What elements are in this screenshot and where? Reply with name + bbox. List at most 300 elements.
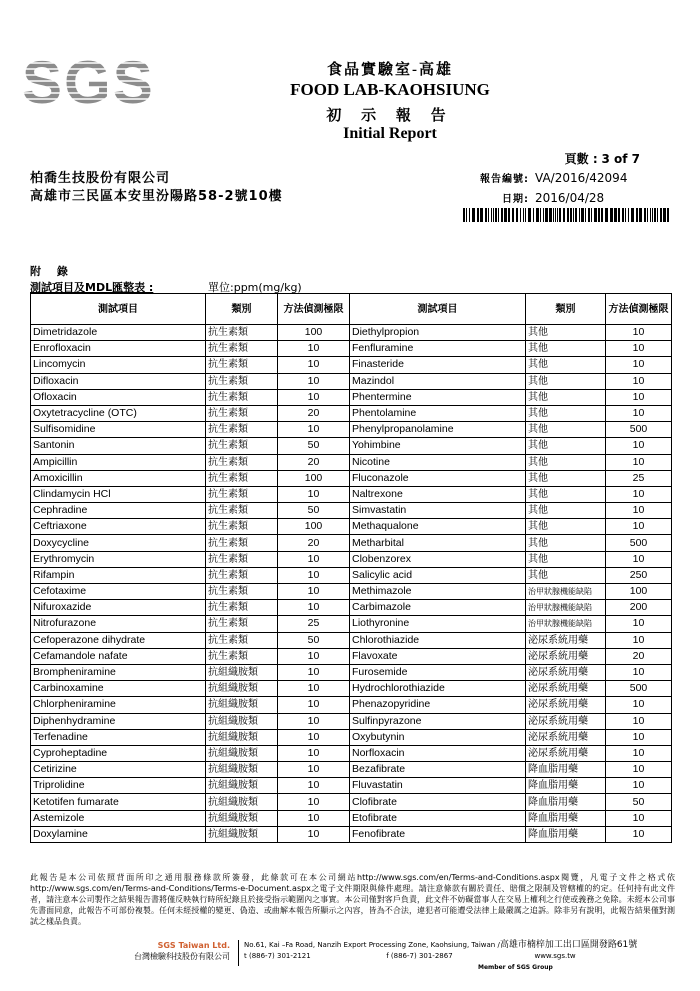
cell-category-2: 泌尿系統用藥 [526, 664, 606, 680]
cell-test-item: Erythromycin [31, 551, 206, 567]
cell-category: 抗生素類 [206, 422, 278, 438]
cell-test-item-2: Carbimazole [350, 600, 526, 616]
table-row [31, 584, 672, 600]
barcode-bar [555, 208, 556, 222]
cell-test-item: Terfenadine [31, 729, 206, 745]
cell-test-item-2: Clofibrate [350, 794, 526, 810]
table-row [31, 341, 672, 357]
table-row [31, 648, 672, 664]
barcode [463, 208, 673, 222]
cell-test-item-2: Finasteride [350, 357, 526, 373]
cell-test-item: Ofloxacin [31, 389, 206, 405]
cell-test-item: Cyproheptadine [31, 745, 206, 761]
cell-category: 抗生素類 [206, 357, 278, 373]
cell-category: 抗生素類 [206, 438, 278, 454]
cell-mdl: 20 [278, 405, 350, 421]
page-number [565, 150, 640, 167]
cell-test-item: Diphenhydramine [31, 713, 206, 729]
report-no: VA/2016/42094 [535, 171, 628, 185]
table-row [31, 503, 672, 519]
barcode-bar [581, 208, 584, 222]
barcode-bar [594, 208, 597, 222]
cell-category: 抗生素類 [206, 600, 278, 616]
table-row [31, 616, 672, 632]
cell-category-2: 其他 [526, 422, 606, 438]
barcode-bar [563, 208, 565, 222]
footer [30, 938, 675, 978]
client-name: 柏喬生技股份有限公司 [30, 171, 171, 186]
barcode-bar [543, 208, 544, 222]
cell-category-2: 泌尿系統用藥 [526, 697, 606, 713]
cell-mdl: 50 [278, 438, 350, 454]
cell-category-2: 其他 [526, 486, 606, 502]
table-row [31, 422, 672, 438]
client-address: 高雄市三民區本安里汾陽路58-2號10樓 [30, 189, 283, 204]
barcode-bar [540, 208, 541, 222]
cell-mdl: 10 [278, 681, 350, 697]
cell-mdl: 10 [278, 729, 350, 745]
table-row [31, 600, 672, 616]
table-row [31, 729, 672, 745]
cell-mdl: 10 [278, 422, 350, 438]
cell-mdl: 10 [278, 373, 350, 389]
barcode-bar [472, 208, 475, 222]
barcode-bar [516, 208, 518, 222]
barcode-bar [663, 208, 666, 222]
barcode-bar [553, 208, 554, 222]
barcode-bar [477, 208, 479, 222]
cell-mdl-2: 10 [606, 405, 672, 421]
barcode-bar [628, 208, 629, 222]
header-category-2: 類別 [526, 294, 606, 325]
cell-category-2: 治甲狀腺機能缺陷 [526, 616, 606, 632]
cell-category: 抗生素類 [206, 470, 278, 486]
cell-category-2: 其他 [526, 389, 606, 405]
cell-test-item-2: Sulfinpyrazone [350, 713, 526, 729]
barcode-bar [523, 208, 524, 222]
cell-mdl-2: 10 [606, 503, 672, 519]
cell-mdl-2: 100 [606, 584, 672, 600]
cell-mdl-2: 10 [606, 341, 672, 357]
cell-category-2: 降血脂用藥 [526, 826, 606, 842]
cell-test-item: Santonin [31, 438, 206, 454]
footer-divider [238, 940, 239, 966]
barcode-bar [622, 208, 624, 222]
cell-mdl-2: 10 [606, 616, 672, 632]
header-test-item: 測試項目 [31, 294, 206, 325]
table-row [31, 713, 672, 729]
cell-mdl: 10 [278, 778, 350, 794]
cell-mdl: 10 [278, 762, 350, 778]
barcode-bar [573, 208, 574, 222]
cell-mdl-2: 500 [606, 535, 672, 551]
cell-category-2: 其他 [526, 535, 606, 551]
barcode-bar [508, 208, 510, 222]
cell-test-item: Nitrofurazone [31, 616, 206, 632]
footer-company-zh: 台灣檢驗科技股份有限公司 [134, 952, 230, 961]
report-meta [463, 169, 627, 209]
cell-mdl: 50 [278, 632, 350, 648]
report-type-zh: 初 示 報 告 [326, 108, 454, 124]
cell-mdl-2: 10 [606, 697, 672, 713]
footer-address-zh: 高雄市楠梓加工出口區開發路61號 [499, 940, 638, 950]
barcode-bar [610, 208, 613, 222]
barcode-bar [650, 208, 651, 222]
cell-test-item-2: Fenofibrate [350, 826, 526, 842]
cell-test-item: Clindamycin HCl [31, 486, 206, 502]
cell-test-item: Doxylamine [31, 826, 206, 842]
barcode-bar [520, 208, 521, 222]
table-row [31, 551, 672, 567]
cell-category: 抗組織胺類 [206, 729, 278, 745]
logo-stripes [22, 49, 155, 116]
cell-test-item: Nifuroxazide [31, 600, 206, 616]
cell-test-item: Carbinoxamine [31, 681, 206, 697]
cell-test-item: Difloxacin [31, 373, 206, 389]
cell-category-2: 泌尿系統用藥 [526, 745, 606, 761]
barcode-bar [570, 208, 572, 222]
cell-test-item: Brompheniramine [31, 664, 206, 680]
cell-test-item-2: Fluconazole [350, 470, 526, 486]
cell-category: 抗生素類 [206, 567, 278, 583]
cell-category-2: 其他 [526, 567, 606, 583]
cell-mdl: 100 [278, 519, 350, 535]
cell-test-item-2: Hydrochlorothiazide [350, 681, 526, 697]
barcode-bar [639, 208, 642, 222]
cell-category-2: 治甲狀腺機能缺陷 [526, 584, 606, 600]
barcode-bar [598, 208, 600, 222]
cell-mdl-2: 20 [606, 648, 672, 664]
table-row [31, 357, 672, 373]
footer-web: www.sgs.tw [534, 952, 576, 960]
cell-test-item-2: Salicylic acid [350, 567, 526, 583]
table-row [31, 697, 672, 713]
barcode-bar [545, 208, 548, 222]
table-row [31, 567, 672, 583]
barcode-bar [601, 208, 603, 222]
cell-test-item-2: Clobenzorex [350, 551, 526, 567]
cell-category-2: 降血脂用藥 [526, 794, 606, 810]
cell-test-item: Enrofloxacin [31, 341, 206, 357]
header-category: 類別 [206, 294, 278, 325]
cell-test-item: Cefotaxime [31, 584, 206, 600]
cell-mdl-2: 10 [606, 551, 672, 567]
barcode-bar [657, 208, 658, 222]
barcode-bar [625, 208, 626, 222]
cell-mdl: 10 [278, 389, 350, 405]
cell-test-item-2: Simvastatin [350, 503, 526, 519]
barcode-bar [647, 208, 648, 222]
annex-subtitle: 測試項目及MDL匯整表 : [30, 281, 154, 294]
cell-category: 抗生素類 [206, 632, 278, 648]
cell-category: 抗組織胺類 [206, 713, 278, 729]
cell-mdl: 10 [278, 713, 350, 729]
footer-tel: t (886-7) 301-2121 [244, 952, 311, 960]
barcode-bar [614, 208, 617, 222]
cell-category-2: 泌尿系統用藥 [526, 632, 606, 648]
cell-mdl-2: 10 [606, 389, 672, 405]
cell-mdl-2: 10 [606, 632, 672, 648]
cell-category: 抗組織胺類 [206, 681, 278, 697]
cell-category: 抗組織胺類 [206, 762, 278, 778]
table-row [31, 405, 672, 421]
cell-test-item: Cefoperazone dihydrate [31, 632, 206, 648]
barcode-bar [636, 208, 638, 222]
cell-category-2: 其他 [526, 325, 606, 341]
header-mdl-2: 方法偵測極限 [606, 294, 672, 325]
cell-mdl-2: 10 [606, 810, 672, 826]
cell-mdl: 20 [278, 535, 350, 551]
cell-test-item: Ceftriaxone [31, 519, 206, 535]
cell-test-item-2: Chlorothiazide [350, 632, 526, 648]
cell-mdl: 100 [278, 470, 350, 486]
report-type-en: Initial Report [343, 125, 437, 142]
cell-mdl-2: 10 [606, 357, 672, 373]
barcode-bar [549, 208, 552, 222]
cell-category: 抗生素類 [206, 551, 278, 567]
cell-test-item-2: Naltrexone [350, 486, 526, 502]
barcode-bar [557, 208, 558, 222]
cell-test-item-2: Oxybutynin [350, 729, 526, 745]
cell-mdl-2: 10 [606, 713, 672, 729]
table-row [31, 664, 672, 680]
cell-mdl-2: 10 [606, 762, 672, 778]
client-block [30, 170, 283, 206]
report-date: 2016/04/28 [535, 191, 605, 205]
table-row [31, 778, 672, 794]
table-row [31, 681, 672, 697]
barcode-bar [533, 208, 534, 222]
cell-category: 抗生素類 [206, 389, 278, 405]
cell-mdl: 10 [278, 794, 350, 810]
barcode-bar [463, 208, 465, 222]
cell-test-item-2: Diethylpropion [350, 325, 526, 341]
barcode-bar [485, 208, 487, 222]
cell-category: 抗生素類 [206, 325, 278, 341]
cell-mdl: 10 [278, 697, 350, 713]
table-row [31, 794, 672, 810]
cell-test-item-2: Furosemide [350, 664, 526, 680]
cell-mdl: 10 [278, 664, 350, 680]
footer-fax: f (886-7) 301-2867 [386, 952, 453, 960]
cell-category: 抗組織胺類 [206, 745, 278, 761]
barcode-bar [491, 208, 492, 222]
barcode-bar [559, 208, 561, 222]
cell-category: 抗組織胺類 [206, 664, 278, 680]
cell-mdl-2: 500 [606, 681, 672, 697]
cell-test-item-2: Bezafibrate [350, 762, 526, 778]
barcode-bar [652, 208, 653, 222]
cell-mdl-2: 10 [606, 438, 672, 454]
cell-category: 抗組織胺類 [206, 794, 278, 810]
cell-test-item: Cefamandole nafate [31, 648, 206, 664]
table-row [31, 810, 672, 826]
cell-test-item: Dimetridazole [31, 325, 206, 341]
terms-text: 此報告是本公司依照背面所印之通用服務條款所簽發，此條款可在本公司網站http://www.sgs.com/en/Terms-and-Conditions.aspx閱覽，凡電子文件之格式依http://www.sgs.com/en/Terms-and-Conditions/Terms-e-Document.aspx之電子文件期限與條件處理。請注意條款有關於責任、賠償之限制及管轄權的約定。任何持有此文件者，請注意本公司製作之結果報告書將僅反映執行時所紀錄且於接受指示範圍內之事實。本公司僅對客戶負責，此文件不妨礙當事人在交易上權利之行使或義務之免除。未經本公司事先書面同意，此報告不可部份複製。任何未經授權的變更、偽造、或曲解本報告所顯示之內容，皆為不合法，違犯者可能遭受法律上最嚴厲之追訴。除非另有說明，此報告結果僅對測試之樣品負責。 [30, 873, 675, 926]
barcode-bar [644, 208, 646, 222]
cell-test-item-2: Phentermine [350, 389, 526, 405]
cell-category: 抗生素類 [206, 503, 278, 519]
table-row [31, 535, 672, 551]
cell-category: 抗生素類 [206, 584, 278, 600]
cell-category-2: 降血脂用藥 [526, 762, 606, 778]
cell-category: 抗組織胺類 [206, 826, 278, 842]
cell-mdl-2: 10 [606, 325, 672, 341]
header-test-item-2: 測試項目 [350, 294, 526, 325]
cell-category-2: 其他 [526, 454, 606, 470]
table-row [31, 632, 672, 648]
cell-category: 抗生素類 [206, 486, 278, 502]
cell-test-item-2: Phenylpropanolamine [350, 422, 526, 438]
cell-test-item: Cephradine [31, 503, 206, 519]
cell-mdl-2: 10 [606, 664, 672, 680]
cell-mdl: 10 [278, 341, 350, 357]
cell-category: 抗組織胺類 [206, 697, 278, 713]
cell-category-2: 治甲狀腺機能缺陷 [526, 600, 606, 616]
footer-company-en: SGS Taiwan Ltd. [157, 941, 230, 950]
cell-mdl: 10 [278, 648, 350, 664]
barcode-bar [575, 208, 577, 222]
cell-test-item: Astemizole [31, 810, 206, 826]
cell-test-item: Chlorpheniramine [31, 697, 206, 713]
cell-category: 抗生素類 [206, 405, 278, 421]
barcode-bar [488, 208, 489, 222]
table-row [31, 454, 672, 470]
barcode-bar [512, 208, 514, 222]
cell-test-item-2: Methaqualone [350, 519, 526, 535]
cell-test-item-2: Fluvastatin [350, 778, 526, 794]
cell-category: 抗生素類 [206, 535, 278, 551]
barcode-bar [498, 208, 499, 222]
cell-mdl: 25 [278, 616, 350, 632]
cell-test-item-2: Phentolamine [350, 405, 526, 421]
table-row [31, 745, 672, 761]
footer-company [90, 940, 230, 962]
cell-mdl: 10 [278, 584, 350, 600]
table-row [31, 470, 672, 486]
cell-mdl-2: 10 [606, 826, 672, 842]
cell-category: 抗生素類 [206, 616, 278, 632]
cell-test-item-2: Methimazole [350, 584, 526, 600]
cell-category-2: 其他 [526, 405, 606, 421]
cell-mdl: 10 [278, 357, 350, 373]
cell-category-2: 泌尿系統用藥 [526, 713, 606, 729]
table-row [31, 762, 672, 778]
table-header-row [31, 294, 672, 325]
barcode-bar [618, 208, 620, 222]
cell-mdl-2: 50 [606, 794, 672, 810]
cell-test-item: Triprolidine [31, 778, 206, 794]
barcode-bar [501, 208, 503, 222]
table-row [31, 519, 672, 535]
cell-test-item-2: Liothyronine [350, 616, 526, 632]
page-label: 頁數 : [564, 152, 598, 166]
barcode-bar [525, 208, 526, 222]
cell-category-2: 其他 [526, 341, 606, 357]
header-mdl: 方法偵測極限 [278, 294, 350, 325]
cell-mdl-2: 10 [606, 729, 672, 745]
cell-test-item: Oxytetracycline (OTC) [31, 405, 206, 421]
cell-mdl-2: 10 [606, 454, 672, 470]
cell-mdl-2: 10 [606, 745, 672, 761]
mdl-table [30, 293, 672, 843]
cell-test-item: Ampicillin [31, 454, 206, 470]
table-row [31, 438, 672, 454]
cell-test-item-2: Flavoxate [350, 648, 526, 664]
cell-test-item: Lincomycin [31, 357, 206, 373]
barcode-bar [536, 208, 539, 222]
cell-mdl-2: 10 [606, 486, 672, 502]
cell-category: 抗生素類 [206, 341, 278, 357]
cell-test-item-2: Metharbital [350, 535, 526, 551]
barcode-bar [667, 208, 669, 222]
cell-category-2: 其他 [526, 503, 606, 519]
footer-address-en: No.61, Kai –Fa Road, Nanzih Export Processing Zone, Kaohsiung, Taiwan / [244, 941, 500, 949]
cell-test-item-2: Nicotine [350, 454, 526, 470]
cell-mdl: 10 [278, 826, 350, 842]
cell-category-2: 其他 [526, 470, 606, 486]
barcode-bar [480, 208, 483, 222]
cell-category: 抗組織胺類 [206, 810, 278, 826]
cell-test-item-2: Norfloxacin [350, 745, 526, 761]
cell-test-item: Doxycycline [31, 535, 206, 551]
cell-mdl: 10 [278, 745, 350, 761]
report-no-label: 報告編號: [480, 174, 529, 185]
page-value: 3 of 7 [601, 152, 640, 166]
cell-mdl-2: 25 [606, 470, 672, 486]
cell-category: 抗生素類 [206, 648, 278, 664]
lab-name-zh: 食品實驗室-高雄 [327, 62, 453, 78]
cell-mdl: 20 [278, 454, 350, 470]
cell-category: 抗生素類 [206, 373, 278, 389]
barcode-bar [567, 208, 569, 222]
footer-contact [244, 940, 664, 973]
cell-category-2: 其他 [526, 551, 606, 567]
barcode-bar [466, 208, 467, 222]
report-date-label: 日期: [502, 194, 529, 205]
barcode-bar [591, 208, 592, 222]
cell-category-2: 其他 [526, 373, 606, 389]
cell-test-item-2: Mazindol [350, 373, 526, 389]
sgs-logo [22, 49, 155, 116]
logo-text: SGS [22, 49, 155, 116]
cell-category: 抗生素類 [206, 519, 278, 535]
barcode-bar [493, 208, 494, 222]
table-row [31, 325, 672, 341]
barcode-bar [585, 208, 586, 222]
annex-title: 附 錄 [30, 265, 74, 278]
barcode-bar [654, 208, 656, 222]
cell-mdl-2: 200 [606, 600, 672, 616]
cell-mdl-2: 10 [606, 778, 672, 794]
footer-member: Member of SGS Group [478, 964, 553, 971]
cell-test-item: Rifampin [31, 567, 206, 583]
cell-category-2: 其他 [526, 438, 606, 454]
cell-test-item: Cetirizine [31, 762, 206, 778]
cell-category-2: 泌尿系統用藥 [526, 729, 606, 745]
cell-mdl-2: 250 [606, 567, 672, 583]
cell-test-item-2: Etofibrate [350, 810, 526, 826]
cell-mdl: 10 [278, 567, 350, 583]
cell-mdl-2: 10 [606, 519, 672, 535]
cell-test-item-2: Fenfluramine [350, 341, 526, 357]
cell-category-2: 降血脂用藥 [526, 810, 606, 826]
cell-category-2: 其他 [526, 357, 606, 373]
barcode-bar [504, 208, 507, 222]
cell-test-item: Amoxicillin [31, 470, 206, 486]
cell-mdl: 10 [278, 551, 350, 567]
cell-test-item-2: Yohimbine [350, 438, 526, 454]
